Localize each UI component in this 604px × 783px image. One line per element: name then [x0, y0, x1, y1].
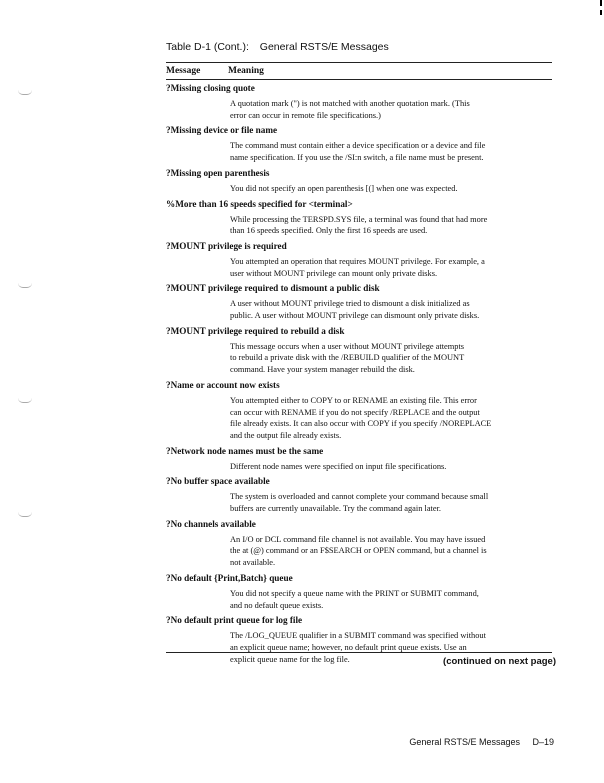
meaning-line: user without MOUNT privilege can mount only private disks. — [230, 268, 438, 278]
top-rule — [166, 62, 552, 63]
column-header-meaning: Meaning — [228, 66, 264, 76]
meaning-line: You attempted either to COPY to or RENAME an existing file. This error — [230, 395, 477, 405]
margin-mark — [18, 512, 32, 517]
message-meaning — [230, 98, 558, 121]
message-text: %More than 16 speeds specified for <terminal> — [166, 198, 353, 209]
message-meaning — [230, 588, 558, 611]
corner-mark — [600, 0, 602, 6]
footer-section: General RSTS/E Messages — [409, 737, 520, 747]
meaning-line: You did not specify an open parenthesis [(] when one was expected. — [230, 183, 458, 193]
meaning-line: This message occurs when a user without MOUNT privilege attempts — [230, 341, 465, 351]
message-meaning — [230, 341, 558, 376]
message-table-body — [166, 83, 558, 669]
column-headers — [166, 66, 552, 80]
meaning-line: buffers are currently unavailable. Try the command again later. — [230, 504, 442, 514]
message-entry — [166, 476, 558, 514]
header-rule — [166, 79, 552, 80]
meaning-line: file already exists. It can also occur with COPY if you specify /NOREPLACE — [230, 419, 492, 429]
message-meaning — [230, 214, 558, 237]
meaning-line: to rebuild a private disk with the /REBUILD qualifier of the MOUNT — [230, 353, 465, 363]
meaning-line: than 16 speeds specified. Only the first 16 speeds are used. — [230, 226, 428, 236]
meaning-line: error can occur in remote file specifications.) — [230, 110, 381, 120]
meaning-line: and the output file already exists. — [230, 430, 342, 440]
meaning-line: explicit queue name for the log file. — [230, 654, 350, 664]
meaning-line: an explicit queue name; however, no default print queue exists. Use an — [230, 642, 467, 652]
margin-mark — [18, 90, 32, 95]
meaning-line: The /LOG_QUEUE qualifier in a SUBMIT command was specified without — [230, 631, 486, 641]
meaning-line: the at (@) command or an F$SEARCH or OPEN command, but a channel is — [230, 546, 487, 556]
message-text: ?No default print queue for log file — [166, 615, 303, 626]
message-text: ?MOUNT privilege required to rebuild a disk — [166, 325, 345, 336]
meaning-line: You attempted an operation that requires MOUNT privilege. For example, a — [230, 256, 485, 266]
corner-mark — [600, 10, 602, 15]
message-meaning — [230, 491, 558, 514]
message-entry — [166, 573, 558, 611]
table-caption: General RSTS/E Messages — [259, 41, 389, 53]
meaning-line: A user without MOUNT privilege tried to dismount a disk initialized as — [230, 299, 470, 309]
message-meaning — [230, 140, 558, 163]
message-entry — [166, 199, 558, 237]
meaning-line: not available. — [230, 558, 276, 568]
column-header-message: Message — [166, 66, 201, 76]
message-entry — [166, 83, 558, 121]
message-entry — [166, 283, 558, 321]
meaning-line: command. Have your system manager rebuild the disk. — [230, 365, 415, 375]
meaning-line: The system is overloaded and cannot complete your command because small — [230, 492, 489, 502]
message-entry — [166, 125, 558, 163]
page-number: D–19 — [532, 737, 554, 747]
message-entry — [166, 380, 558, 442]
message-meaning — [230, 183, 558, 195]
message-text: ?Name or account now exists — [166, 379, 280, 390]
meaning-line: The command must contain either a device specification or a device and file — [230, 141, 486, 151]
message-meaning — [230, 461, 558, 473]
message-text: ?No channels available — [166, 518, 256, 529]
meaning-line: can occur with RENAME if you do not specify /REPLACE and the output — [230, 407, 480, 417]
meaning-line: Different node names were specified on input file specifications. — [230, 461, 447, 471]
table-title — [166, 41, 389, 53]
message-meaning — [230, 298, 558, 321]
message-meaning — [230, 534, 558, 569]
message-text: ?MOUNT privilege is required — [166, 240, 287, 251]
margin-mark — [18, 398, 32, 403]
message-entry — [166, 241, 558, 279]
message-entry — [166, 446, 558, 473]
meaning-line: A quotation mark (") is not matched with another quotation mark. (This — [230, 99, 470, 108]
meaning-line: public. A user without MOUNT privilege can dismount only private disks. — [230, 311, 480, 321]
meaning-line: An I/O or DCL command file channel is not available. You may have issued — [230, 534, 486, 544]
margin-mark — [18, 283, 32, 288]
meaning-line: and no default queue exists. — [230, 600, 324, 610]
message-text: ?Missing device or file name — [166, 125, 278, 136]
message-text: ?Missing open parenthesis — [166, 167, 270, 178]
message-text: ?No default {Print,Batch} queue — [166, 572, 293, 583]
message-meaning — [230, 256, 558, 279]
message-text: ?Missing closing quote — [166, 83, 255, 93]
message-text: ?MOUNT privilege required to dismount a public disk — [166, 283, 380, 294]
meaning-line: name specification. If you use the /SI:n switch, a file name must be present. — [230, 153, 484, 163]
message-entry — [166, 519, 558, 569]
bottom-rule — [166, 652, 552, 653]
message-text: ?No buffer space available — [166, 476, 270, 487]
message-entry — [166, 168, 558, 195]
message-text: ?Network node names must be the same — [166, 445, 324, 456]
continued-note: (continued on next page) — [443, 656, 556, 667]
page-footer — [409, 737, 554, 747]
message-meaning — [230, 395, 558, 442]
table-number: Table D-1 (Cont.): — [166, 41, 249, 53]
meaning-line: While processing the TERSPD.SYS file, a terminal was found that had more — [230, 214, 488, 224]
message-entry — [166, 326, 558, 376]
meaning-line: You did not specify a queue name with the PRINT or SUBMIT command, — [230, 588, 479, 598]
